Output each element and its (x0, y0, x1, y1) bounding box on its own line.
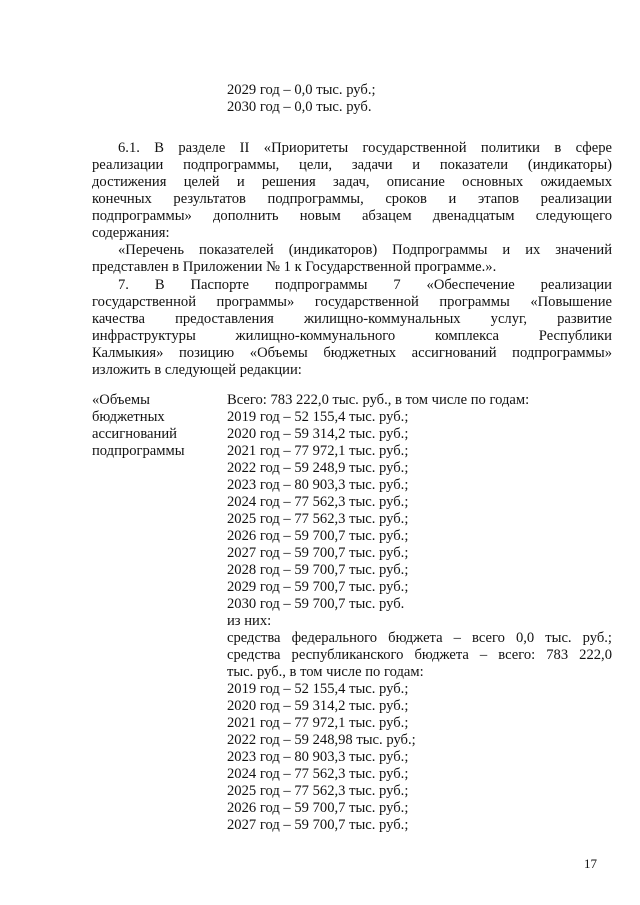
table-right-year: 2025 год – 77 562,3 тыс. руб.; (227, 783, 409, 799)
table-right-year: 2020 год – 59 314,2 тыс. руб.; (227, 426, 409, 442)
table-right-of-them: из них: (227, 613, 272, 629)
para-quote-line-1: «Перечень показателей (индикаторов) Подпрограммы и их значений (118, 242, 612, 258)
table-right-year: 2021 год – 77 972,1 тыс. руб.; (227, 443, 409, 459)
table-right-year: 2022 год – 59 248,9 тыс. руб.; (227, 460, 409, 476)
table-right-year: 2028 год – 59 700,7 тыс. руб.; (227, 562, 409, 578)
page-number: 17 (584, 856, 597, 871)
para-6-1-line-5: подпрограммы» дополнить новым абзацем двенадцатым следующего (92, 208, 612, 224)
table-right-federal: средства федерального бюджета – всего 0,0 тыс. руб.; (227, 630, 612, 646)
table-right-year: 2024 год – 77 562,3 тыс. руб.; (227, 494, 409, 510)
table-right-year: 2027 год – 59 700,7 тыс. руб.; (227, 817, 409, 833)
table-left-line-4: подпрограммы (92, 443, 185, 459)
table-right-year: 2023 год – 80 903,3 тыс. руб.; (227, 749, 409, 765)
table-left-line-3: ассигнований (92, 426, 177, 442)
table-left-line-2: бюджетных (92, 409, 165, 425)
para-7-line-2: государственной программы» государственной программы «Повышение (92, 294, 612, 310)
table-right-year: 2025 год – 77 562,3 тыс. руб.; (227, 511, 409, 527)
table-right-republican: средства республиканского бюджета – всего: 783 222,0 (227, 647, 612, 663)
para-7-line-6: изложить в следующей редакции: (92, 362, 302, 378)
table-right-year: 2021 год – 77 972,1 тыс. руб.; (227, 715, 409, 731)
para-6-1-line-1: 6.1. В разделе II «Приоритеты государственной политики в сфере (118, 140, 612, 156)
top-line-2029: 2029 год – 0,0 тыс. руб.; (227, 82, 376, 98)
table-right-year: 2027 год – 59 700,7 тыс. руб.; (227, 545, 409, 561)
table-right-year: 2026 год – 59 700,7 тыс. руб.; (227, 800, 409, 816)
para-7-line-3: качества предоставления жилищно-коммунальных услуг, развитие (92, 311, 612, 327)
table-right-year: 2024 год – 77 562,3 тыс. руб.; (227, 766, 409, 782)
table-right-year: 2019 год – 52 155,4 тыс. руб.; (227, 681, 409, 697)
para-7-line-1: 7. В Паспорте подпрограммы 7 «Обеспечение реализации (118, 277, 612, 293)
table-right-year: 2022 год – 59 248,98 тыс. руб.; (227, 732, 416, 748)
table-right-year: 2029 год – 59 700,7 тыс. руб.; (227, 579, 409, 595)
table-right-year: 2023 год – 80 903,3 тыс. руб.; (227, 477, 409, 493)
table-left-line-1: «Объемы (92, 392, 150, 408)
para-7-line-5: Калмыкия» позицию «Объемы бюджетных ассигнований подпрограммы» (92, 345, 612, 361)
table-right-year: 2020 год – 59 314,2 тыс. руб.; (227, 698, 409, 714)
table-right-by-years: тыс. руб., в том числе по годам: (227, 664, 424, 680)
para-6-1-line-2: реализации подпрограммы, цели, задачи и показатели (индикаторы) (92, 157, 612, 173)
table-right-year: 2019 год – 52 155,4 тыс. руб.; (227, 409, 409, 425)
top-line-2030: 2030 год – 0,0 тыс. руб. (227, 99, 372, 115)
table-right-year: 2030 год – 59 700,7 тыс. руб. (227, 596, 405, 612)
para-6-1-line-3: достижения целей и решения задач, описание основных ожидаемых (92, 174, 612, 190)
para-6-1-line-4: конечных результатов подпрограммы, сроков и этапов реализации (92, 191, 612, 207)
para-6-1-line-6: содержания: (92, 225, 170, 241)
para-quote-line-2: представлен в Приложении № 1 к Государственной программе.». (92, 259, 497, 275)
table-right-year: 2026 год – 59 700,7 тыс. руб.; (227, 528, 409, 544)
para-7-line-4: инфраструктуры жилищно-коммунального комплекса Республики (92, 328, 612, 344)
table-right-total: Всего: 783 222,0 тыс. руб., в том числе по годам: (227, 392, 530, 408)
